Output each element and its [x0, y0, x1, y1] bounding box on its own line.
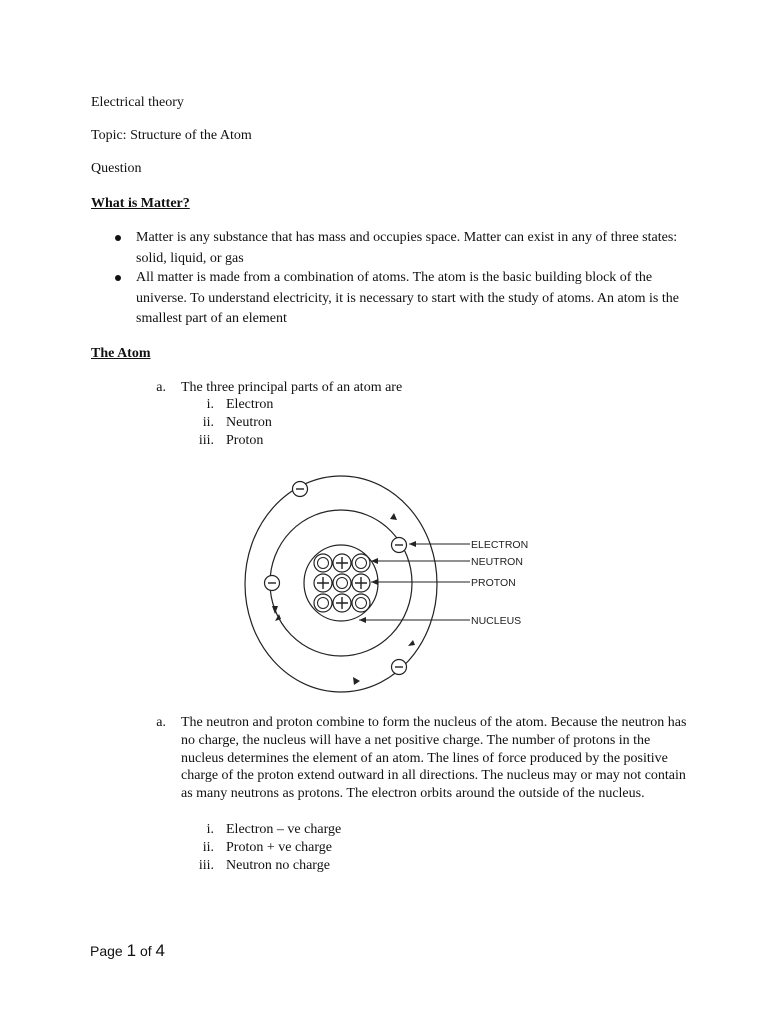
list-b-marker: a.: [156, 715, 166, 730]
neutron-label: NEUTRON: [471, 556, 523, 568]
list-a-text: The three principal parts of an atom are: [181, 380, 403, 395]
list-b-item-neutron: Neutron no charge: [226, 858, 330, 873]
topic-line: Topic: Structure of the Atom: [91, 128, 252, 143]
current-page: 1: [126, 941, 137, 960]
orbit-arrow: [408, 640, 415, 646]
atom-heading: The Atom: [91, 346, 151, 361]
orbit-arrow: [390, 513, 397, 520]
page-indicator: [90, 942, 165, 960]
page-word: Page: [90, 943, 123, 959]
of-word: of: [139, 943, 152, 959]
matter-heading: What is Matter?: [91, 196, 190, 211]
matter-bullet-1: Matter is any substance that has mass and occupies space. Matter can exist in any of three states: solid, liquid, or gas: [136, 230, 678, 266]
total-pages: 4: [155, 941, 165, 960]
list-b-paragraph: The neutron and proton combine to form the nucleus of the atom. Because the neutron has no charge, the nucleus will have a net positive charge. The number of protons in the nucleus determines the element of an atom. The lines of force produced by the positive charge of the proton extend outward in all directions. The nucleus may or may not contain as many neutrons as protons. The electron orbits around the outside of the nucleus.: [181, 715, 687, 802]
list-b-item-electron: Electron – ve charge: [226, 822, 342, 837]
neutron-particle: [352, 554, 370, 572]
nucleus-label: NUCLEUS: [471, 615, 522, 627]
list-b-item-proton: Proton + ve charge: [226, 840, 332, 855]
list-b-item-marker: iii.: [198, 858, 214, 873]
proton-label: PROTON: [471, 577, 516, 589]
list-b-item-marker: i.: [206, 822, 214, 837]
neutron-particle: [314, 594, 332, 612]
list-a-item-marker: ii.: [202, 415, 214, 430]
course-title: Electrical theory: [91, 95, 184, 110]
list-a-item-marker: i.: [206, 397, 214, 412]
orbit-arrow: [353, 677, 360, 685]
list-a-item-marker: iii.: [198, 433, 214, 448]
list-a-item-electron: Electron: [226, 397, 274, 412]
question-label: Question: [91, 161, 142, 176]
neutron-particle: [333, 574, 351, 592]
list-a-marker: a.: [156, 380, 166, 395]
list-a-item-neutron: Neutron: [226, 415, 272, 430]
list-a-item-proton: Proton: [226, 433, 264, 448]
electron-label: ELECTRON: [471, 539, 529, 551]
list-b-item-marker: ii.: [202, 840, 214, 855]
orbit-arrow: [272, 606, 278, 614]
neutron-particle: [352, 594, 370, 612]
neutron-particle: [314, 554, 332, 572]
matter-bullet-2: All matter is made from a combination of atoms. The atom is the basic building block of the universe. To understand electricity, it is necessary to start with the study of atoms. An atom is the smallest part of an element: [136, 270, 679, 326]
